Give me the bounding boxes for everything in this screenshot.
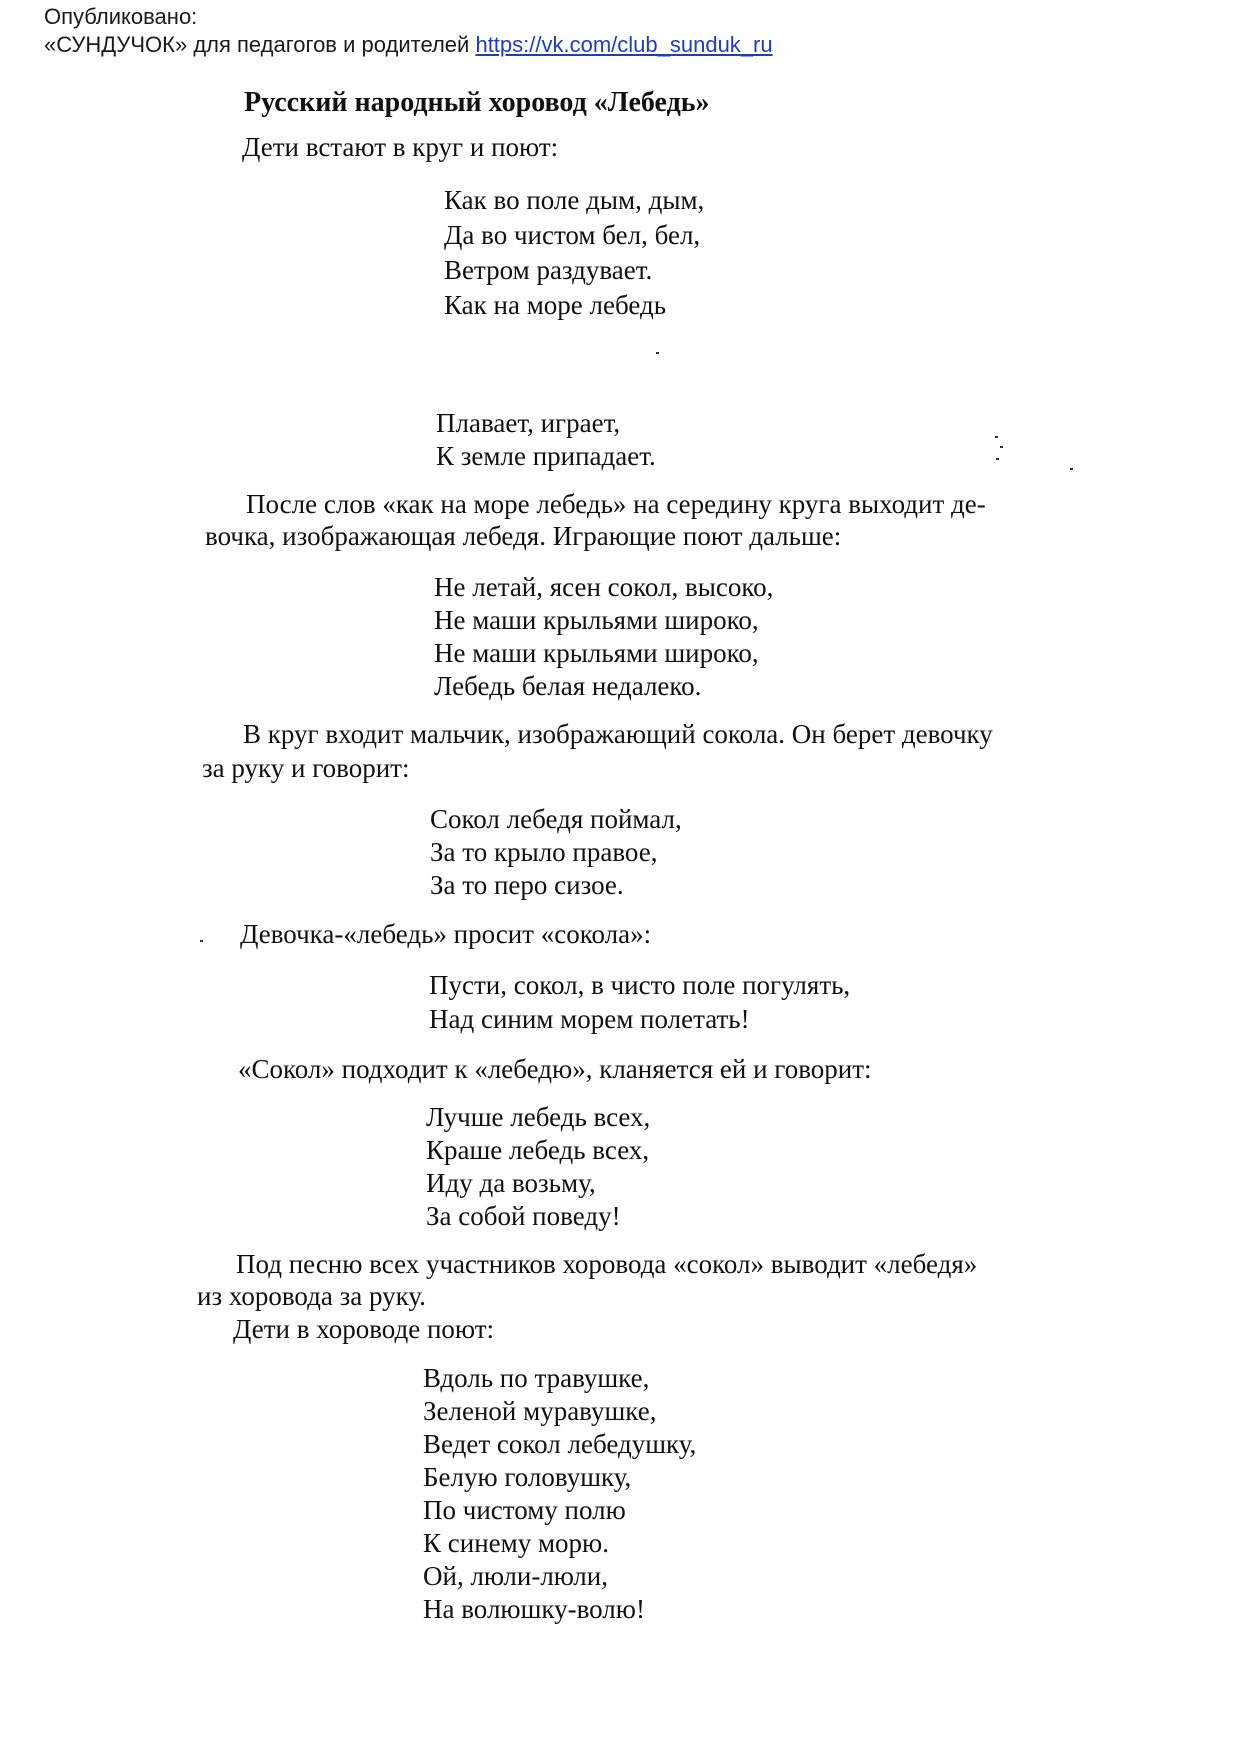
- verse-line: Не летай, ясен сокол, высоко,: [434, 572, 774, 602]
- instruction-paragraph: Девочка-«лебедь» просит «сокола»:: [240, 919, 652, 949]
- vk-link[interactable]: https://vk.com/club_sunduk_ru: [475, 32, 773, 57]
- verse-line: Ой, люли-люли,: [423, 1561, 608, 1591]
- verse-line: На волюшку-волю!: [423, 1594, 645, 1624]
- verse-line: Над синим морем полетать!: [429, 1004, 750, 1034]
- scan-speck: [995, 436, 998, 438]
- verse-line: Лучше лебедь всех,: [426, 1102, 651, 1132]
- verse-line: Да во чистом бел, бел,: [444, 220, 701, 250]
- verse-line: Как во поле дым, дым,: [444, 185, 705, 215]
- verse-line: Плавает, играет,: [436, 408, 621, 438]
- verse-line: Белую головушку,: [423, 1462, 632, 1492]
- scan-speck: [656, 352, 659, 354]
- instruction-paragraph: Под песню всех участников хоровода «сокол» выводит «лебедя»: [236, 1249, 978, 1279]
- instruction-paragraph: вочка, изображающая лебедя. Играющие поют дальше:: [205, 521, 842, 551]
- instruction-paragraph: за руку и говорит:: [202, 753, 410, 783]
- verse-line: Не маши крыльями широко,: [434, 605, 759, 635]
- scan-speck: [1070, 468, 1073, 470]
- instruction-paragraph: После слов «как на море лебедь» на середину круга выходит де-: [246, 489, 986, 519]
- verse-line: Вдоль по травушке,: [423, 1363, 650, 1393]
- instruction-paragraph: из хоровода за руку.: [197, 1281, 426, 1311]
- verse-line: Как на море лебедь: [444, 290, 667, 320]
- page-title: Русский народный хоровод «Лебедь»: [244, 87, 710, 118]
- instruction-paragraph: В круг входит мальчик, изображающий сокола. Он берет девочку: [243, 719, 993, 749]
- instruction-paragraph: «Сокол» подходит к «лебедю», кланяется ей и говорит:: [238, 1054, 872, 1084]
- verse-line: За то крыло правое,: [430, 837, 658, 867]
- published-label: Опубликовано:: [44, 4, 198, 29]
- verse-line: Ведет сокол лебедушку,: [423, 1429, 697, 1459]
- verse-line: За то перо сизое.: [430, 870, 624, 900]
- verse-line: Пусти, сокол, в чисто поле погулять,: [429, 970, 851, 1000]
- scan-speck: [996, 458, 999, 460]
- verse-line: Не маши крыльями широко,: [434, 638, 759, 668]
- scan-speck: [1000, 446, 1003, 448]
- instruction-paragraph: Дети в хороводе поют:: [233, 1314, 495, 1344]
- verse-line: Иду да возьму,: [426, 1168, 596, 1198]
- verse-line: Краше лебедь всех,: [426, 1135, 650, 1165]
- scan-speck: [200, 940, 203, 942]
- verse-line: Сокол лебедя поймал,: [430, 804, 682, 834]
- verse-line: По чистому полю: [423, 1495, 626, 1525]
- intro-paragraph: Дети встают в круг и поют:: [242, 132, 559, 162]
- verse-line: Ветром раздувает.: [444, 255, 653, 285]
- verse-line: К земле припадает.: [436, 441, 656, 471]
- verse-line: Зеленой муравушке,: [423, 1396, 657, 1426]
- verse-line: За собой поведу!: [426, 1201, 621, 1231]
- source-line: [44, 34, 773, 56]
- verse-line: Лебедь белая недалеко.: [434, 671, 702, 701]
- verse-line: К синему морю.: [423, 1528, 609, 1558]
- group-name: «СУНДУЧОК» для педагогов и родителей: [44, 32, 470, 57]
